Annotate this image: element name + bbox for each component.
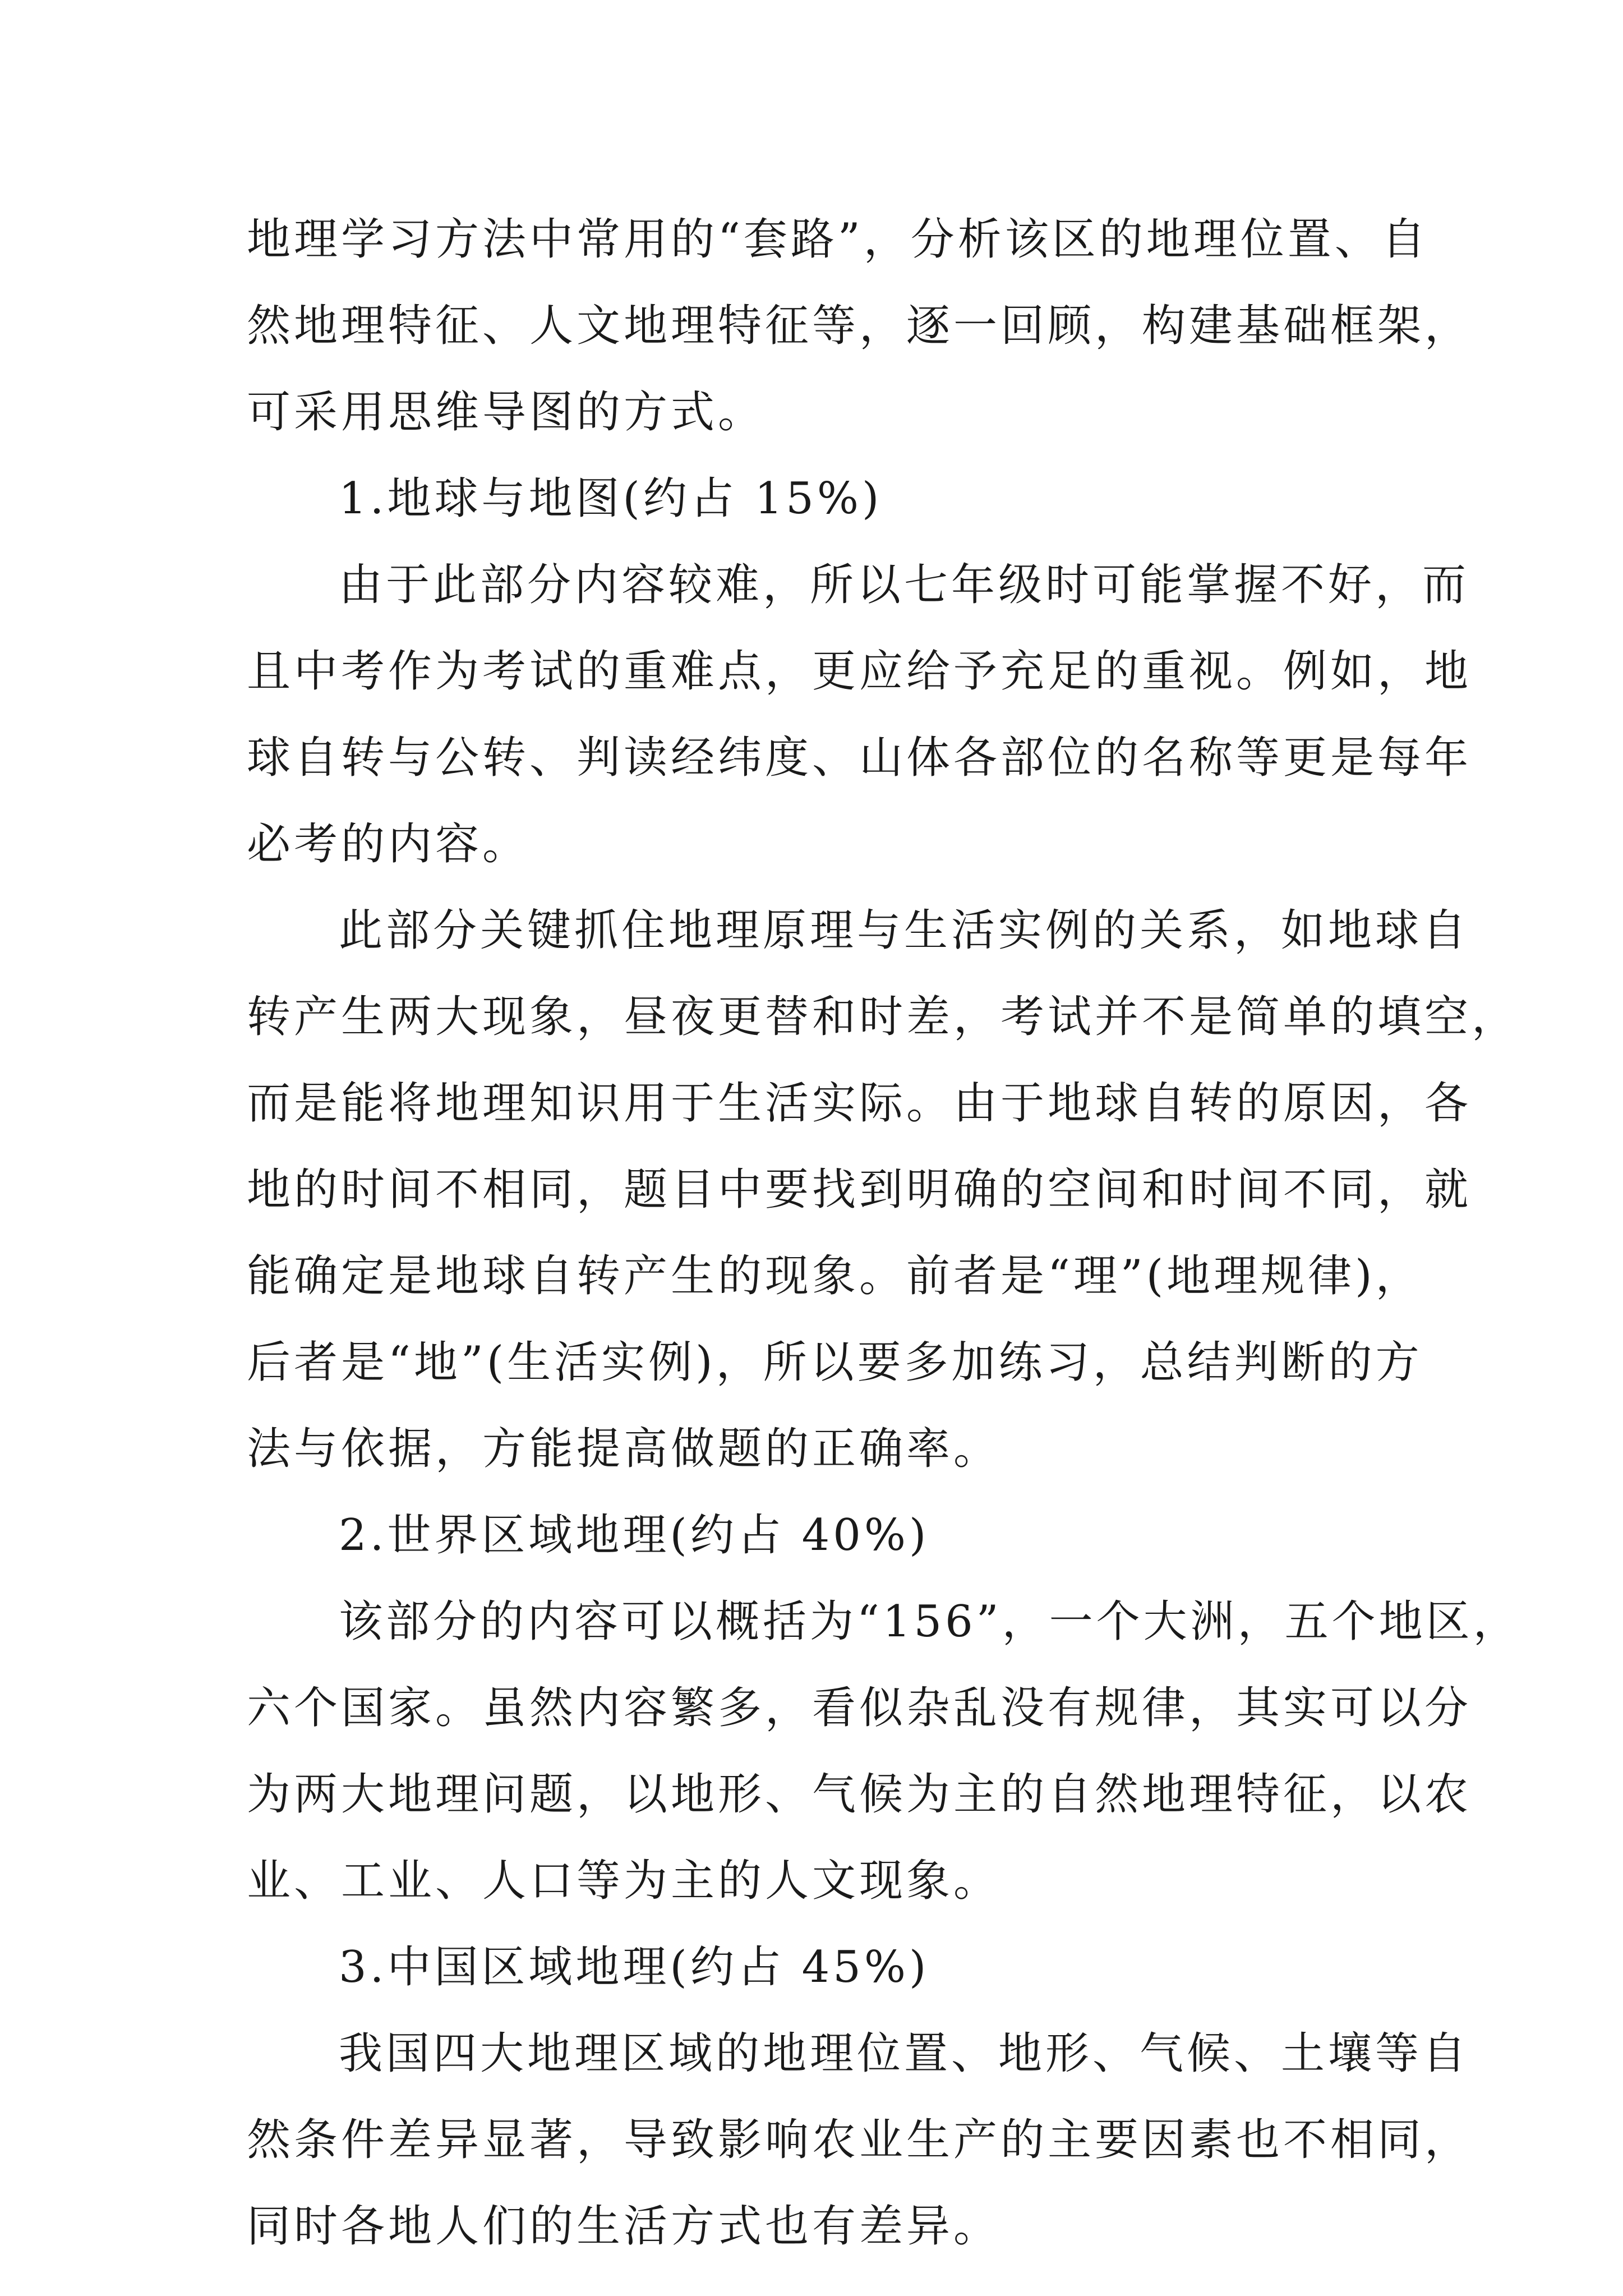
section-heading-1: 1.地球与地图(约占 15%) xyxy=(339,473,883,524)
section1-para2-line-2: 转产生两大现象，昼夜更替和时差，考试并不是简单的填空， xyxy=(247,992,1519,1042)
intro-line-1: 地理学习方法中常用的“套路”，分析该区的地理位置、自 xyxy=(247,214,1429,265)
section-heading-3: 3.中国区域地理(约占 45%) xyxy=(339,1942,930,1993)
section2-para1-line-2: 六个国家。虽然内容繁多，看似杂乱没有规律，其实可以分 xyxy=(247,1683,1472,1733)
section1-para2-line-3: 而是能将地理知识用于生活实际。由于地球自转的原因，各 xyxy=(247,1078,1472,1129)
intro-line-3: 可采用思维导图的方式。 xyxy=(247,387,766,438)
section1-para2-line-6: 后者是“地”(生活实例)，所以要多加练习，总结判断的方 xyxy=(247,1337,1423,1388)
intro-line-2: 然地理特征、人文地理特征等，逐一回顾，构建基础框架， xyxy=(247,301,1472,351)
section1-para1-line-4: 必考的内容。 xyxy=(247,819,530,869)
section1-para1-line-2: 且中考作为考试的重难点，更应给予充足的重视。例如，地 xyxy=(247,646,1472,697)
section1-para1-line-1: 由于此部分内容较难，所以七年级时可能掌握不好，而 xyxy=(339,560,1470,610)
section1-para2-line-4: 地的时间不相同，题目中要找到明确的空间和时间不同，就 xyxy=(247,1165,1472,1215)
section3-para1-line-3: 同时各地人们的生活方式也有差异。 xyxy=(247,2201,1001,2252)
section1-para1-line-3: 球自转与公转、判读经纬度、山体各部位的名称等更是每年 xyxy=(247,733,1472,783)
section-heading-2: 2.世界区域地理(约占 40%) xyxy=(339,1510,930,1561)
section3-para1-line-1: 我国四大地理区域的地理位置、地形、气候、土壤等自 xyxy=(339,2028,1470,2079)
section1-para2-line-7: 法与依据，方能提高做题的正确率。 xyxy=(247,1424,1001,1474)
section3-para1-line-2: 然条件差异显著，导致影响农业生产的主要因素也不相同， xyxy=(247,2115,1472,2165)
section1-para2-line-5: 能确定是地球自转产生的现象。前者是“理”(地理规律)， xyxy=(247,1251,1423,1301)
section2-para1-line-4: 业、工业、人口等为主的人文现象。 xyxy=(247,1856,1001,1906)
section1-para2-line-1: 此部分关键抓住地理原理与生活实例的关系，如地球自 xyxy=(339,905,1470,956)
section2-para1-line-3: 为两大地理问题，以地形、气候为主的自然地理特征，以农 xyxy=(247,1769,1472,1820)
section2-para1-line-1: 该部分的内容可以概括为“156”，一个大洲，五个地区， xyxy=(339,1596,1520,1647)
